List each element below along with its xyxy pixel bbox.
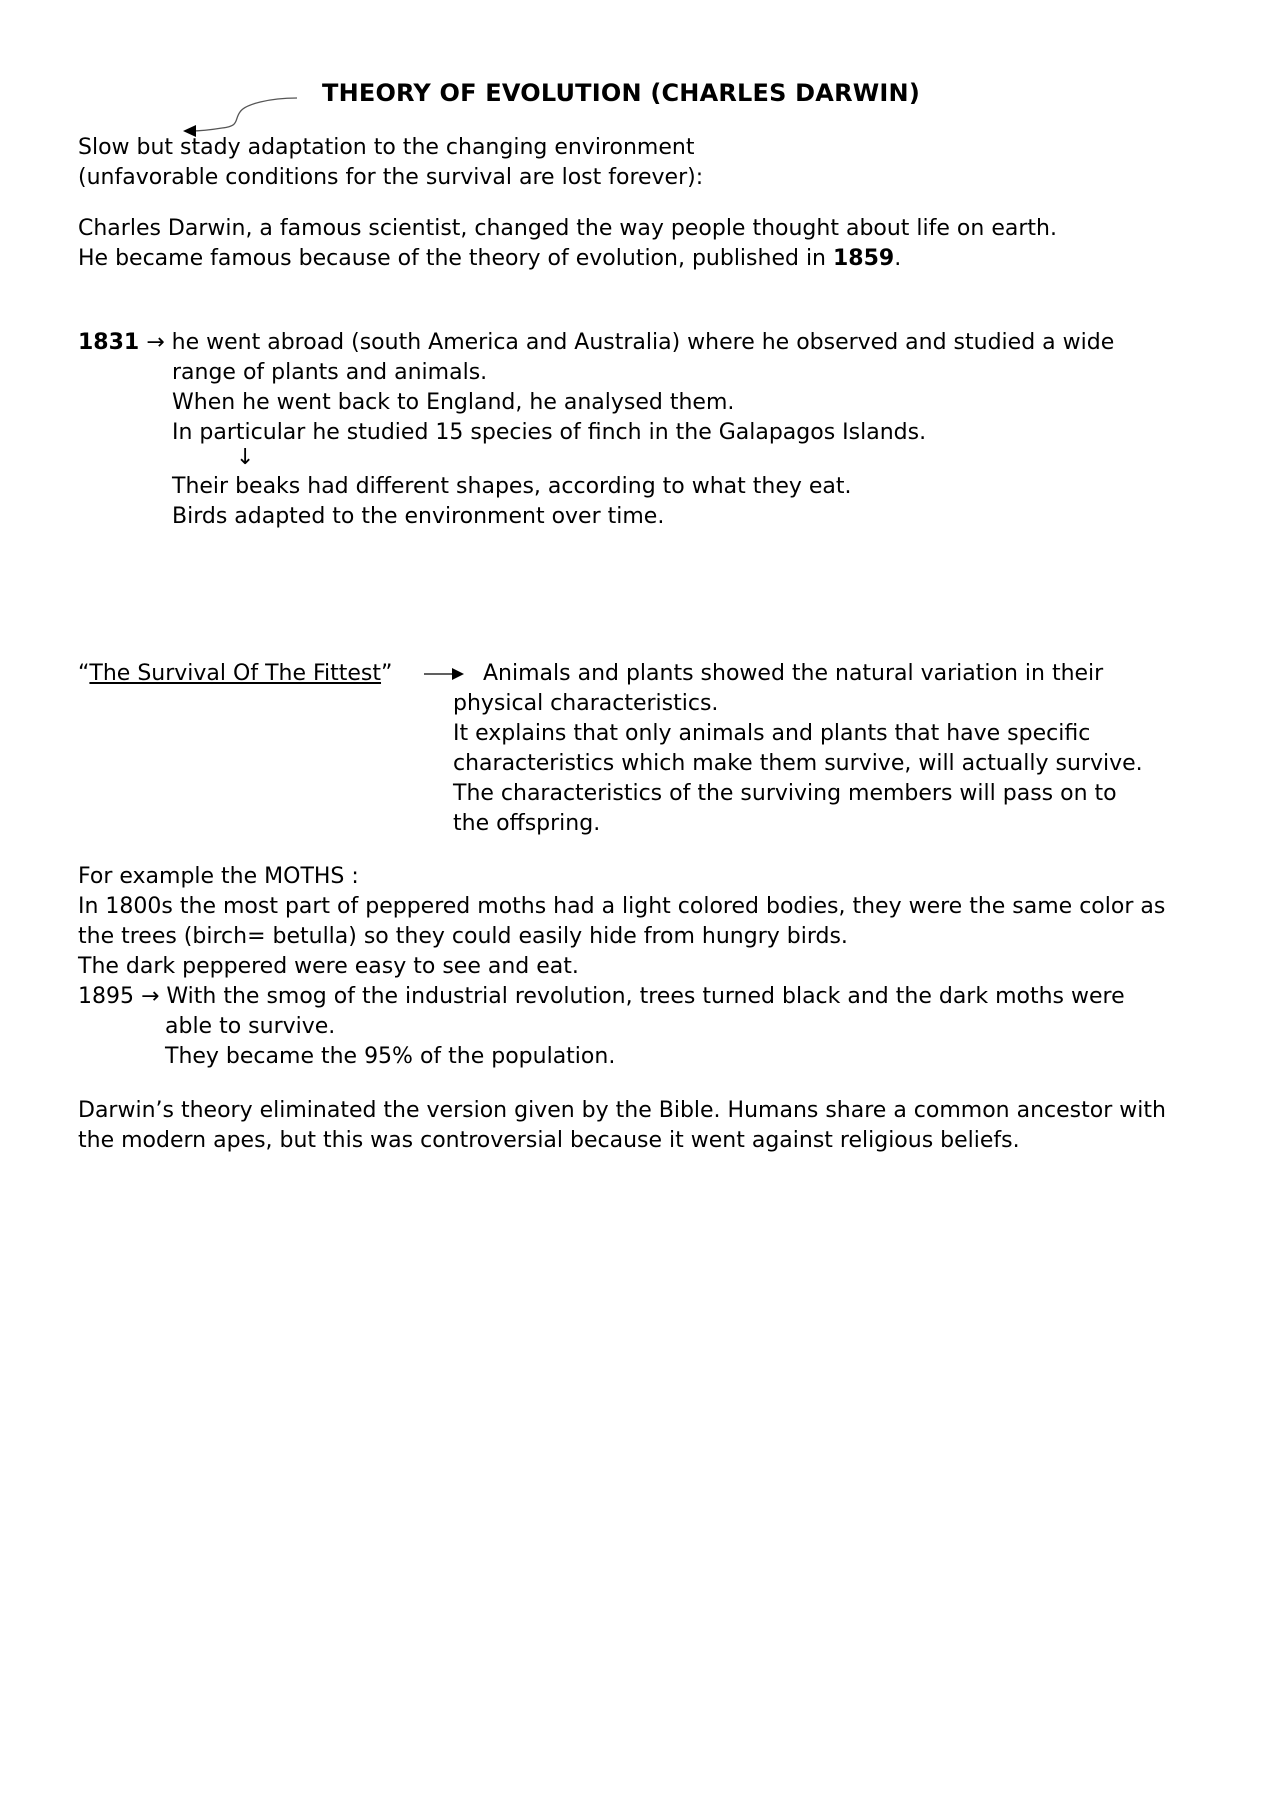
- fittest-line-2: physical characteristics.: [453, 691, 719, 716]
- open-quote: “: [78, 661, 90, 686]
- voyage-line-4: In particular he studied 15 species of finch in the Galapagos Islands.: [172, 420, 927, 445]
- voyage-line-6: Birds adapted to the environment over time.: [172, 504, 665, 529]
- moths-line-5: 1895 → With the smog of the industrial revolution, trees turned black and the dark moths were: [78, 984, 1125, 1009]
- moths-line-6: able to survive.: [165, 1014, 336, 1039]
- moths-line-1: For example the MOTHS :: [78, 864, 359, 889]
- moths-line-2: In 1800s the most part of peppered moths had a light colored bodies, they were the same color as: [78, 894, 1166, 919]
- right-arrow-icon: →: [146, 330, 165, 355]
- voyage-line-2: range of plants and animals.: [172, 360, 488, 385]
- moths-line-3: the trees (birch= betulla) so they could easily hide from hungry birds.: [78, 924, 848, 949]
- intro-line-2: (unfavorable conditions for the survival are lost forever):: [78, 165, 704, 190]
- fittest-line-5: The characteristics of the surviving members will pass on to: [453, 781, 1117, 806]
- fittest-line-1: Animals and plants showed the natural variation in their: [483, 661, 1104, 686]
- conclusion-line-2: the modern apes, but this was controversial because it went against religious beliefs.: [78, 1128, 1020, 1153]
- close-quote: ”: [381, 661, 393, 686]
- voyage-year: 1831: [78, 330, 140, 355]
- intro-line-1: Slow but stady adaptation to the changing environment: [78, 135, 695, 160]
- fittest-label: The Survival Of The Fittest: [89, 661, 382, 686]
- moths-line-4: The dark peppered were easy to see and eat.: [78, 954, 579, 979]
- voyage-line-3: When he went back to England, he analysed them.: [172, 390, 735, 415]
- conclusion-line-1: Darwin’s theory eliminated the version given by the Bible. Humans share a common ancestor with: [78, 1098, 1166, 1123]
- fittest-line-4: characteristics which make them survive, will actually survive.: [453, 751, 1143, 776]
- voyage-line-1-text: he went abroad (south America and Australia) where he observed and studied a wide: [164, 330, 1115, 355]
- darwin-line-2-end: .: [894, 246, 902, 271]
- fittest-line-6: the offspring.: [453, 811, 601, 836]
- darwin-line-1: Charles Darwin, a famous scientist, changed the way people thought about life on earth.: [78, 216, 1057, 241]
- publication-year: 1859: [833, 246, 895, 271]
- voyage-line-5: Their beaks had different shapes, according to what they eat.: [172, 474, 852, 499]
- down-arrow-icon: ↓: [236, 445, 255, 470]
- darwin-line-2-text: He became famous because of the theory of evolution, published in: [78, 246, 833, 271]
- fittest-line-3: It explains that only animals and plants that have specific: [453, 721, 1091, 746]
- moths-line-7: They became the 95% of the population.: [165, 1044, 616, 1069]
- page-title: THEORY OF EVOLUTION (CHARLES DARWIN): [322, 79, 921, 107]
